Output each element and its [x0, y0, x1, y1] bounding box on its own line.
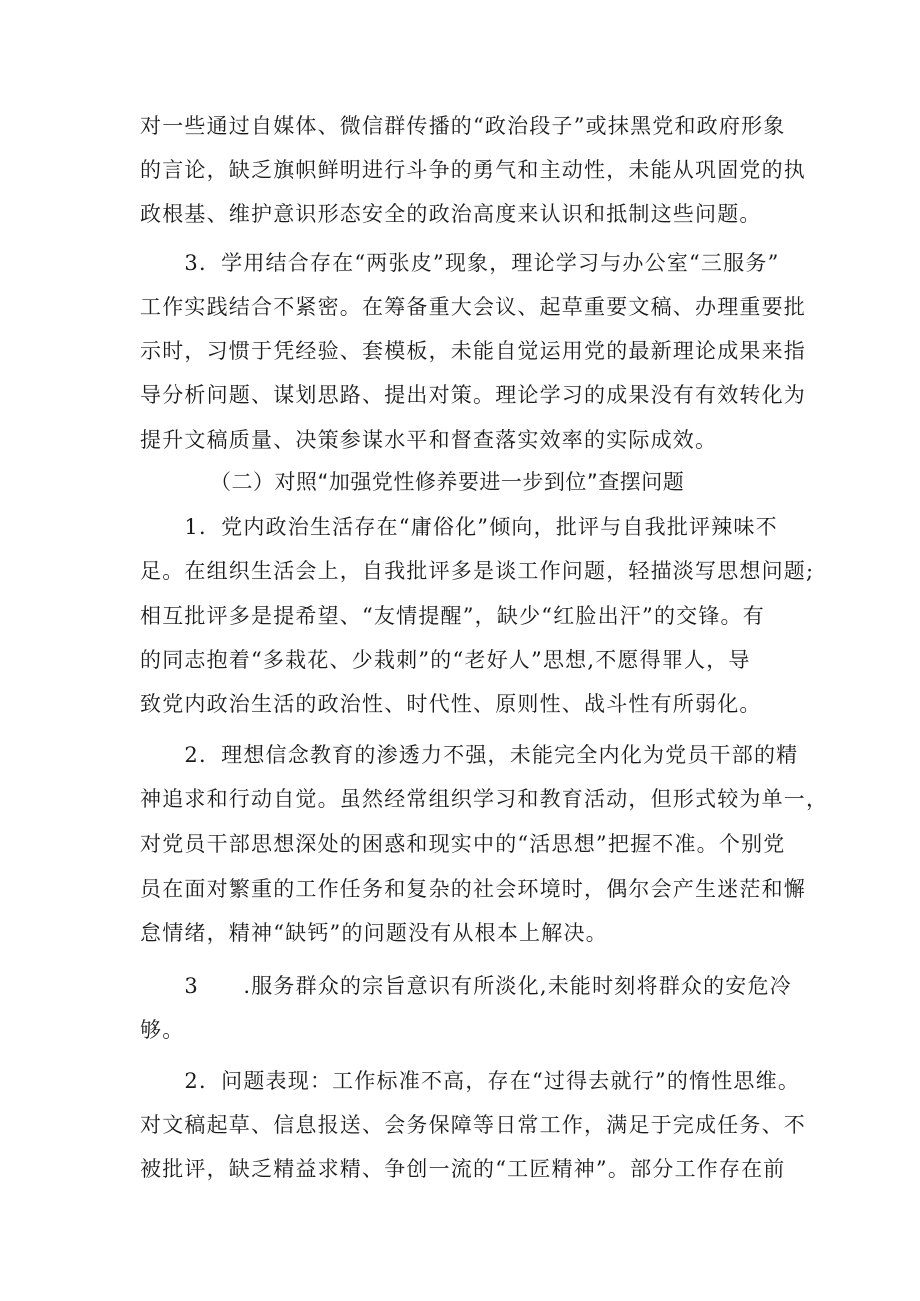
paragraph-line: 足。在组织生活会上，自我批评多是谈工作问题，轻描淡写思想问题; — [140, 559, 815, 583]
paragraph-line: 工作实践结合不紧密。在筹备重大会议、起草重要文稿、办理重要批 — [140, 295, 806, 319]
paragraph-line: 3．学用结合存在“两张皮”现象，理论学习与办公室“三服务” — [140, 251, 780, 275]
paragraph-line: 对党员干部思想深处的困惑和现实中的“活思想”把握不准。个别党 — [140, 832, 786, 856]
paragraph-line: 提升文稿质量、决策参谋水平和督查落实效率的实际成效。 — [140, 428, 718, 452]
paragraph-line: 致党内政治生活的政治性、时代性、原则性、战斗性有所弱化。 — [140, 692, 762, 716]
paragraph-line: 对一些通过自媒体、微信群传播的“政治段子”或抹黑党和政府形象 — [140, 114, 786, 138]
paragraph-line: 1．党内政治生活存在“庸俗化”倾向，批评与自我批评辣味不 — [140, 515, 778, 539]
paragraph-line: 神追求和行动自觉。虽然经常组织学习和教育活动，但形式较为单一， — [140, 787, 829, 811]
paragraph-line: 的同志抱着“多栽花、少栽刺”的“老好人”思想,不愿得罪人，导 — [140, 648, 751, 672]
paragraph-line: 3 .服务群众的宗旨意识有所淡化,未能时刻将群众的安危冷 — [140, 974, 792, 998]
paragraph-line: 怠情绪，精神“缺钙”的问题没有从根本上解决。 — [140, 921, 608, 945]
paragraph-line: 相互批评多是提希望、“友情提醒”，缺少“红脸出汗”的交锋。有 — [140, 604, 765, 628]
paragraph-line: 够。 — [140, 1018, 185, 1042]
paragraph-line: 对文稿起草、信息报送、会务保障等日常工作，满足于完成任务、不 — [140, 1113, 806, 1137]
section-heading: （二）对照“加强党性修养要进一步到位”查摆问题 — [210, 470, 685, 494]
paragraph-line: 员在面对繁重的工作任务和复杂的社会环境时，偶尔会产生迷茫和懈 — [140, 877, 806, 901]
paragraph-line: 2．理想信念教育的渗透力不强，未能完全内化为党员干部的精 — [140, 743, 799, 767]
paragraph-line: 导分析问题、谋划思路、提出对策。理论学习的成果没有有效转化为 — [140, 383, 806, 407]
paragraph-line: 的言论，缺乏旗帜鲜明进行斗争的勇气和主动性，未能从巩固党的执 — [140, 158, 806, 182]
paragraph-line: 被批评，缺乏精益求精、争创一流的“工匠精神”。部分工作存在前 — [140, 1157, 786, 1181]
paragraph-line: 2．问题表现：工作标准不高，存在“过得去就行”的惰性思维。 — [140, 1069, 801, 1093]
paragraph-line: 示时，习惯于凭经验、套模板，未能自觉运用党的最新理论成果来指 — [140, 339, 806, 363]
paragraph-line: 政根基、维护意识形态安全的政治高度来认识和抵制这些问题。 — [140, 202, 762, 226]
